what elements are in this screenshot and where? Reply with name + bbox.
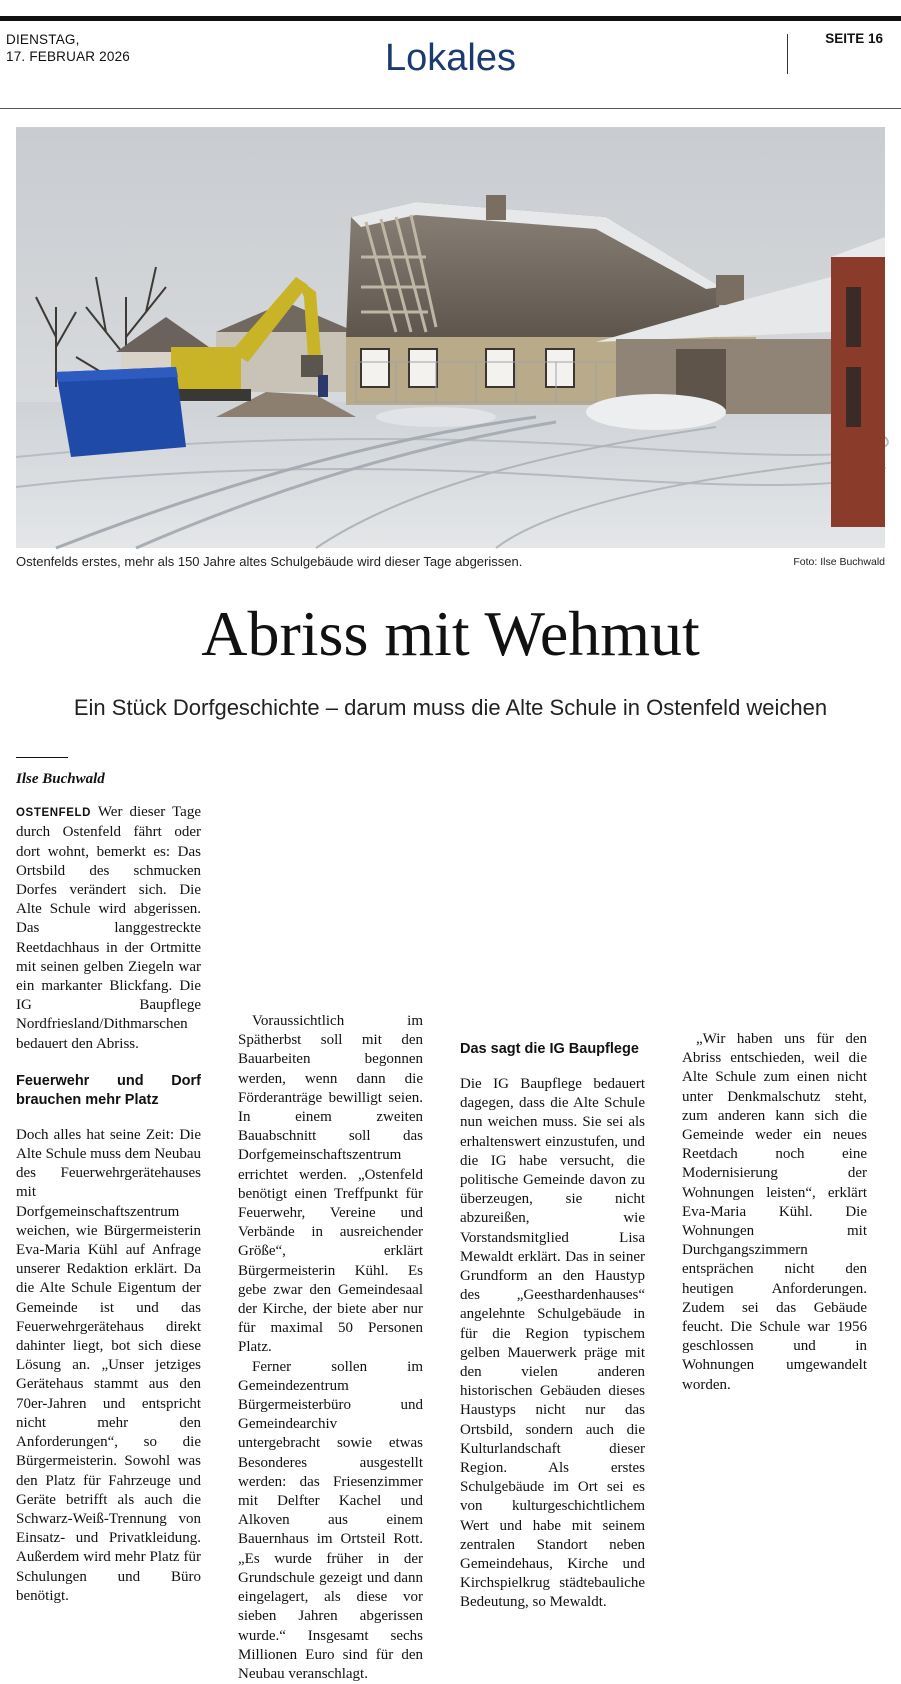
article-paragraph-3: Voraussichtlich im Spätherbst soll mit den Bauarbeiten begonnen werden, wenn dann die Förderanträge bewilligt seien. In einem zweiten Bauabschnitt soll das Dorfgemeinschaftszentrum errichtet werden. „Ostenfeld benötigt einen Treffpunkt für Feuerwehr, Vereine und Verbände in ausreichender Größe“, erklärt Bürgermeisterin Kühl. Es gebe zwar den Gemeindesaal der Kirche, der biete aber nur für maximal 50 Personen Platz. <box>238 1013 423 1356</box>
article-paragraph-1 <box>16 803 201 1054</box>
section-title: Lokales <box>385 37 516 79</box>
article-subheadline: Ein Stück Dorfgeschichte – darum muss die Alte Schule in Ostenfeld weichen <box>73 695 828 720</box>
article-paragraph-5: Die IG Baupflege bedauert dagegen, dass die Alte Schule nun weichen muss. Sie sei als erhaltenswert einzustufen, und die IG habe versucht, die politische Gemeinde davon zu überzeugen, sie nicht abzureißen, wie Vorstandsmitglied Lisa Mewaldt erklärt. Das in seiner Grundform an den Haustyp des „Geesthardenhauses“ angelehnte Schulgebäude in für die Region typischem gelben Mauerwerk präge mit den vielen anderen historischen Gebäuden dieses Haustyps nicht nur das Ortsbild, sondern auch die Kulturlandschaft dieser Region. Als erstes Schulgebäude im Ort sei es von kulturgeschichtlichem Wert und habe mit seinem zentralen Standort neben Gemeindehaus, Kirche und Kirchspielkrug städtebauliche Bedeutung, so Mewaldt. <box>460 1076 645 1611</box>
article-column-4 <box>682 762 867 1395</box>
article-column-3 <box>460 762 645 1611</box>
issue-full-date: 17. FEBRUAR 2026 <box>6 49 131 64</box>
article-paragraph-6: „Wir haben uns für den Abriss entschieden, weil die Alte Schule zum einen nicht unter Denkmalschutz steht, zum anderen kann sich die Gemeinde weder ein neues Reetdach noch eine Modernisierung der Wohnungen leisten“, erklärt Eva-Maria Kühl. Die Wohnungen mit Durchgangszimmern entsprächen nicht den heutigen Anforderungen. Zudem sei das Gebäude feucht. Die Schule war 1956 geschlossen und in Wohnungen umgewandelt worden. <box>682 1031 867 1393</box>
header-rule <box>0 108 901 109</box>
photo-credit: Foto: Ilse Buchwald <box>793 556 885 568</box>
article-column-1 <box>16 762 201 1604</box>
issue-weekday: DIENSTAG, <box>6 32 80 47</box>
article-byline: Ilse Buchwald <box>16 771 105 787</box>
top-rule <box>0 16 901 21</box>
article-paragraph-4: Ferner sollen im Gemeindezentrum Bürgermeisterbüro und Gemeindearchiv untergebracht sowie etwas Besonderes ausgestellt werden: das Friesenzimmer mit Delfter Kachel und Alkoven aus einem Bauernhaus im Ortsteil Rott. „Es wurde früher in der Grundschule gezeigt und dann eingelagert, als diese vor sieben Jahren abgerissen wurde.“ Insgesamt sechs Millionen Euro sind für den Neubau veranschlagt. <box>238 1358 423 1682</box>
issue-date <box>6 31 130 65</box>
photo-caption: Ostenfelds erstes, mehr als 150 Jahre altes Schulgebäude wird dieser Tage abgerissen. <box>16 554 523 569</box>
article-headline: Abriss mit Wehmut <box>201 598 700 669</box>
subheading-feuerwehr: Feuerwehr und Dorf brauchen mehr Platz <box>16 1072 201 1108</box>
subheading-ig-baupflege: Das sagt die IG Baupflege <box>460 1041 639 1057</box>
article-column-2 <box>238 762 423 1682</box>
article-dateline: OSTENFELD <box>16 807 92 820</box>
page-number: SEITE 16 <box>825 31 883 46</box>
paragraph-1-text: Wer dieser Tage durch Ostenfeld fährt oder dort wohnt, bemerkt es: Das Ortsbild des schmucken Dorfes verändert sich. Die Alte Schule wird abgerissen. Das langgestreckte Reetdachhaus in der Ortmitte mit seinen gelben Ziegeln war ein markanter Blickfang. Die IG Baupflege Nordfriesland/Dithmarschen bedauert den Abriss. <box>16 804 201 1052</box>
byline-rule <box>16 757 68 758</box>
article-photo <box>16 127 885 548</box>
header-divider <box>787 34 788 74</box>
article-paragraph-2: Doch alles hat seine Zeit: Die Alte Schule muss dem Neubau des Feuerwehrgerätehauses mit Dorfgemeinschaftszentrum weichen, wie Bürgermeisterin Eva-Maria Kühl auf Anfrage unserer Redaktion erklärt. Da die Alte Schule Eigentum der Gemeinde ist und das Feuerwehrgerätehaus direkt dahinter liegt, bot sich diese Lösung an. „Unser jetziges Gerätehaus stammt aus den 70er-Jahren und entspricht nicht mehr den Anforderungen“, so die Bürgermeisterin. Sowohl was den Platz für Fahrzeuge und Geräte betrifft als auch die Schwarz-Weiß-Trennung von Einsatz- und Privatkleidung. Außerdem wird mehr Platz für Schulungen und Büro benötigt. <box>16 1126 201 1604</box>
